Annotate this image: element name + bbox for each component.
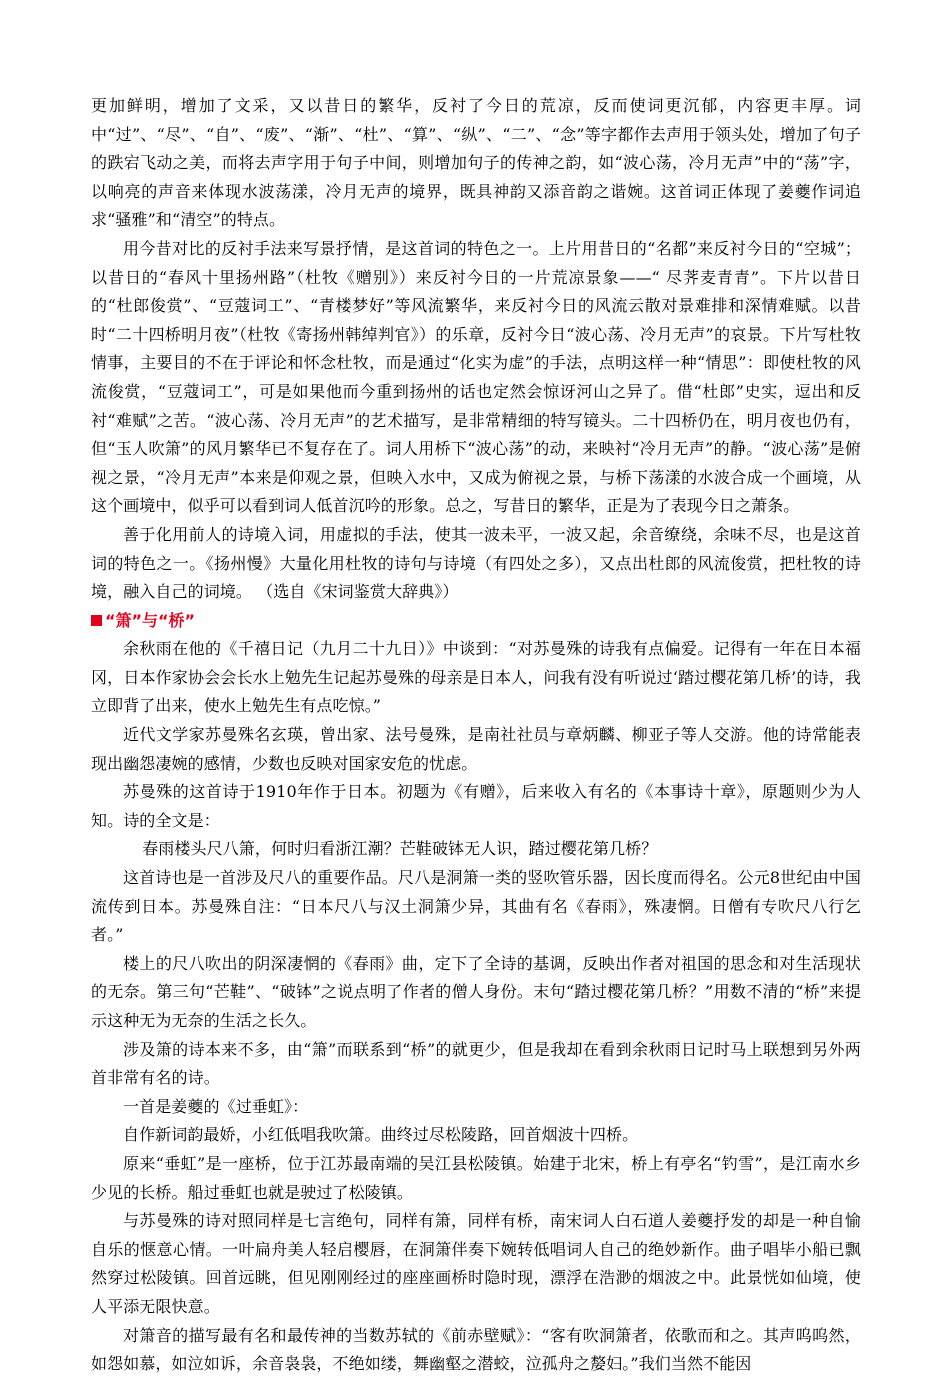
- red-square-bullet-icon: [91, 615, 102, 626]
- paragraph-6: 苏曼殊的这首诗于1910年作于日本。初题为《有赠》，后来收入有名的《本事诗十章》，原题则少为人知。诗的全文是：: [91, 782, 861, 830]
- paragraph-12: 与苏曼殊的诗对照同样是七言绝句，同样有箫，同样有桥，南宋词人白石道人姜夔抒发的却是一种自愉自乐的惬意心情。一叶扁舟美人轻启樱唇，在洞箫伴奏下婉转低唱词人自己的绝妙新作。曲子唱毕小船已飘然穿过松陵镇。回首远眺，但见刚刚经过的座座画桥时隐时现，漂浮在浩渺的烟波之中。此景恍如仙境，使人平添无限快意。: [91, 1211, 861, 1316]
- paragraph-10: 一首是姜夔的《过垂虹》：: [123, 1096, 309, 1116]
- paragraph-13: 对箫音的描写最有名和最传神的当数苏轼的《前赤壁赋》：“客有吹洞箫者，依歌而和之。其声呜呜然，如怨如慕，如泣如诉，余音袅袅，不绝如缕，舞幽壑之潜蛟，泣孤舟之嫠妇。”我们当然不能因: [91, 1325, 861, 1374]
- article-body-part1: [91, 92, 861, 607]
- document-page: [91, 92, 861, 1379]
- paragraph-1: 更加鲜明，增加了文采，又以昔日的繁华，反衬了今日的荒凉，反而使词更沉郁，内容更丰厚。词中“过”、“尽”、“自”、“废”、“渐”、“杜”、“算”、“纵”、“二”、“念”等字都作去声用于领头处，增加了句子的跌宕飞动之美，而将去声字用于句子中间，则增加句子的传神之韵，如“波心荡，冷月无声”中的“荡”字，以响亮的声音来体现水波荡漾，冷月无声的境界，既具神韵又添音韵之谐婉。这首词正体现了姜夔作词追求“骚雅”和“清空”的特点。: [91, 96, 861, 230]
- article-body-part2: [91, 635, 861, 1378]
- paragraph-9: 涉及箫的诗本来不多，由“箫”而联系到“桥”的就更少，但是我却在看到余秋雨日记时马上联想到另外两首非常有名的诗。: [91, 1039, 861, 1088]
- paragraph-3: 善于化用前人的诗境入词，用虚拟的手法，使其一波未平，一波又起，余音缭绕，余味不尽，也是这首词的特色之一。《扬州慢》大量化用杜牧的诗句与诗境（有四处之多），又点出杜郎的风流俊赏，把杜牧的诗境，融入自己的词境。 （选自《宋词鉴赏大辞典》）: [91, 524, 861, 602]
- section-heading-text: “箫”与“桥”: [105, 610, 196, 630]
- paragraph-7: 这首诗也是一首涉及尺八的重要作品。尺八是洞箫一类的竖吹管乐器，因长度而得名。公元8世纪由中国流传到日本。苏曼殊自注：“日本尺八与汉土洞箫少异，其曲有名《春雨》，殊凄惘。日僧有专吹尺八行乞者。”: [91, 868, 861, 945]
- paragraph-2: 用今昔对比的反衬手法来写景抒情，是这首词的特色之一。上片用昔日的“名都”来反衬今日的“空城”；以昔日的“春风十里扬州路”（杜牧《赠别》）来反衬今日的一片荒凉景象——“ 尽荠麦青青”。下片以昔日的“杜郎俊赏”、“豆蔻词工”、“青楼梦好”等风流繁华，来反衬今日的风流云散对景难排和深情难赋。以昔时“二十四桥明月夜”（杜牧《寄扬州韩绰判官》）的乐章，反衬今日“波心荡、冷月无声”的哀景。下片写杜牧情事，主要目的不在于评论和怀念杜牧，而是通过“化实为虚”的手法，点明这样一种“情思”：即使杜牧的风流俊赏，“豆蔻词工”，可是如果他而今重到扬州的话也定然会惊讶河山之异了。借“杜郎”史实，逗出和反衬“难赋”之苦。“波心荡、冷月无声”的艺术描写，是非常精细的特写镜头。二十四桥仍在，明月夜也仍有，但“玉人吹箫”的风月繁华已不复存在了。词人用桥下“波心荡”的动，来映衬“冷月无声”的静。“波心荡”是俯视之景，“冷月无声”本来是仰观之景，但映入水中，又成为俯视之景，与桥下荡漾的水波合成一个画境，从这个画境中，似乎可以看到词人低首沉吟的形象。总之，写昔日的繁华，正是为了表现今日之萧条。: [91, 238, 861, 516]
- paragraph-4: 余秋雨在他的《千禧日记（九月二十九日）》中谈到：“对苏曼殊的诗我有点偏爱。记得有一年在日本福冈，日本作家协会会长水上勉先生记起苏曼殊的母亲是日本人，问我有没有听说过‘踏过樱花第几桥’的诗，我立即背了出来，使水上勉先生有点吃惊。”: [91, 639, 861, 716]
- paragraph-5: 近代文学家苏曼殊名玄瑛，曾出家、法号曼殊，是南社社员与章炳麟、柳亚子等人交游。他的诗常能表现出幽怨凄婉的感情，少数也反映对国家安危的忧虑。: [91, 725, 861, 773]
- paragraph-8: 楼上的尺八吹出的阴深凄惘的《春雨》曲，定下了全诗的基调，反映出作者对祖国的思念和对生活现状的无奈。第三句“芒鞋”、“破钵”之说点明了作者的僧人身份。末句“踏过樱花第几桥？”用数不清的“桥”来提示这种无为无奈的生活之长久。: [91, 953, 861, 1030]
- paragraph-11: 原来“垂虹”是一座桥，位于江苏最南端的吴江县松陵镇。始建于北宋，桥上有亭名“钓雪”，是江南水乡少见的长桥。船过垂虹也就是驶过了松陵镇。: [91, 1153, 861, 1202]
- poem-quote-1: 春雨楼头尺八箫，何时归看浙江潮？芒鞋破钵无人识，踏过樱花第几桥？: [142, 839, 658, 859]
- section-heading: [91, 607, 861, 636]
- poem-quote-2: 自作新词韵最娇，小红低唱我吹箫。曲终过尽松陵路，回首烟波十四桥。: [123, 1125, 639, 1145]
